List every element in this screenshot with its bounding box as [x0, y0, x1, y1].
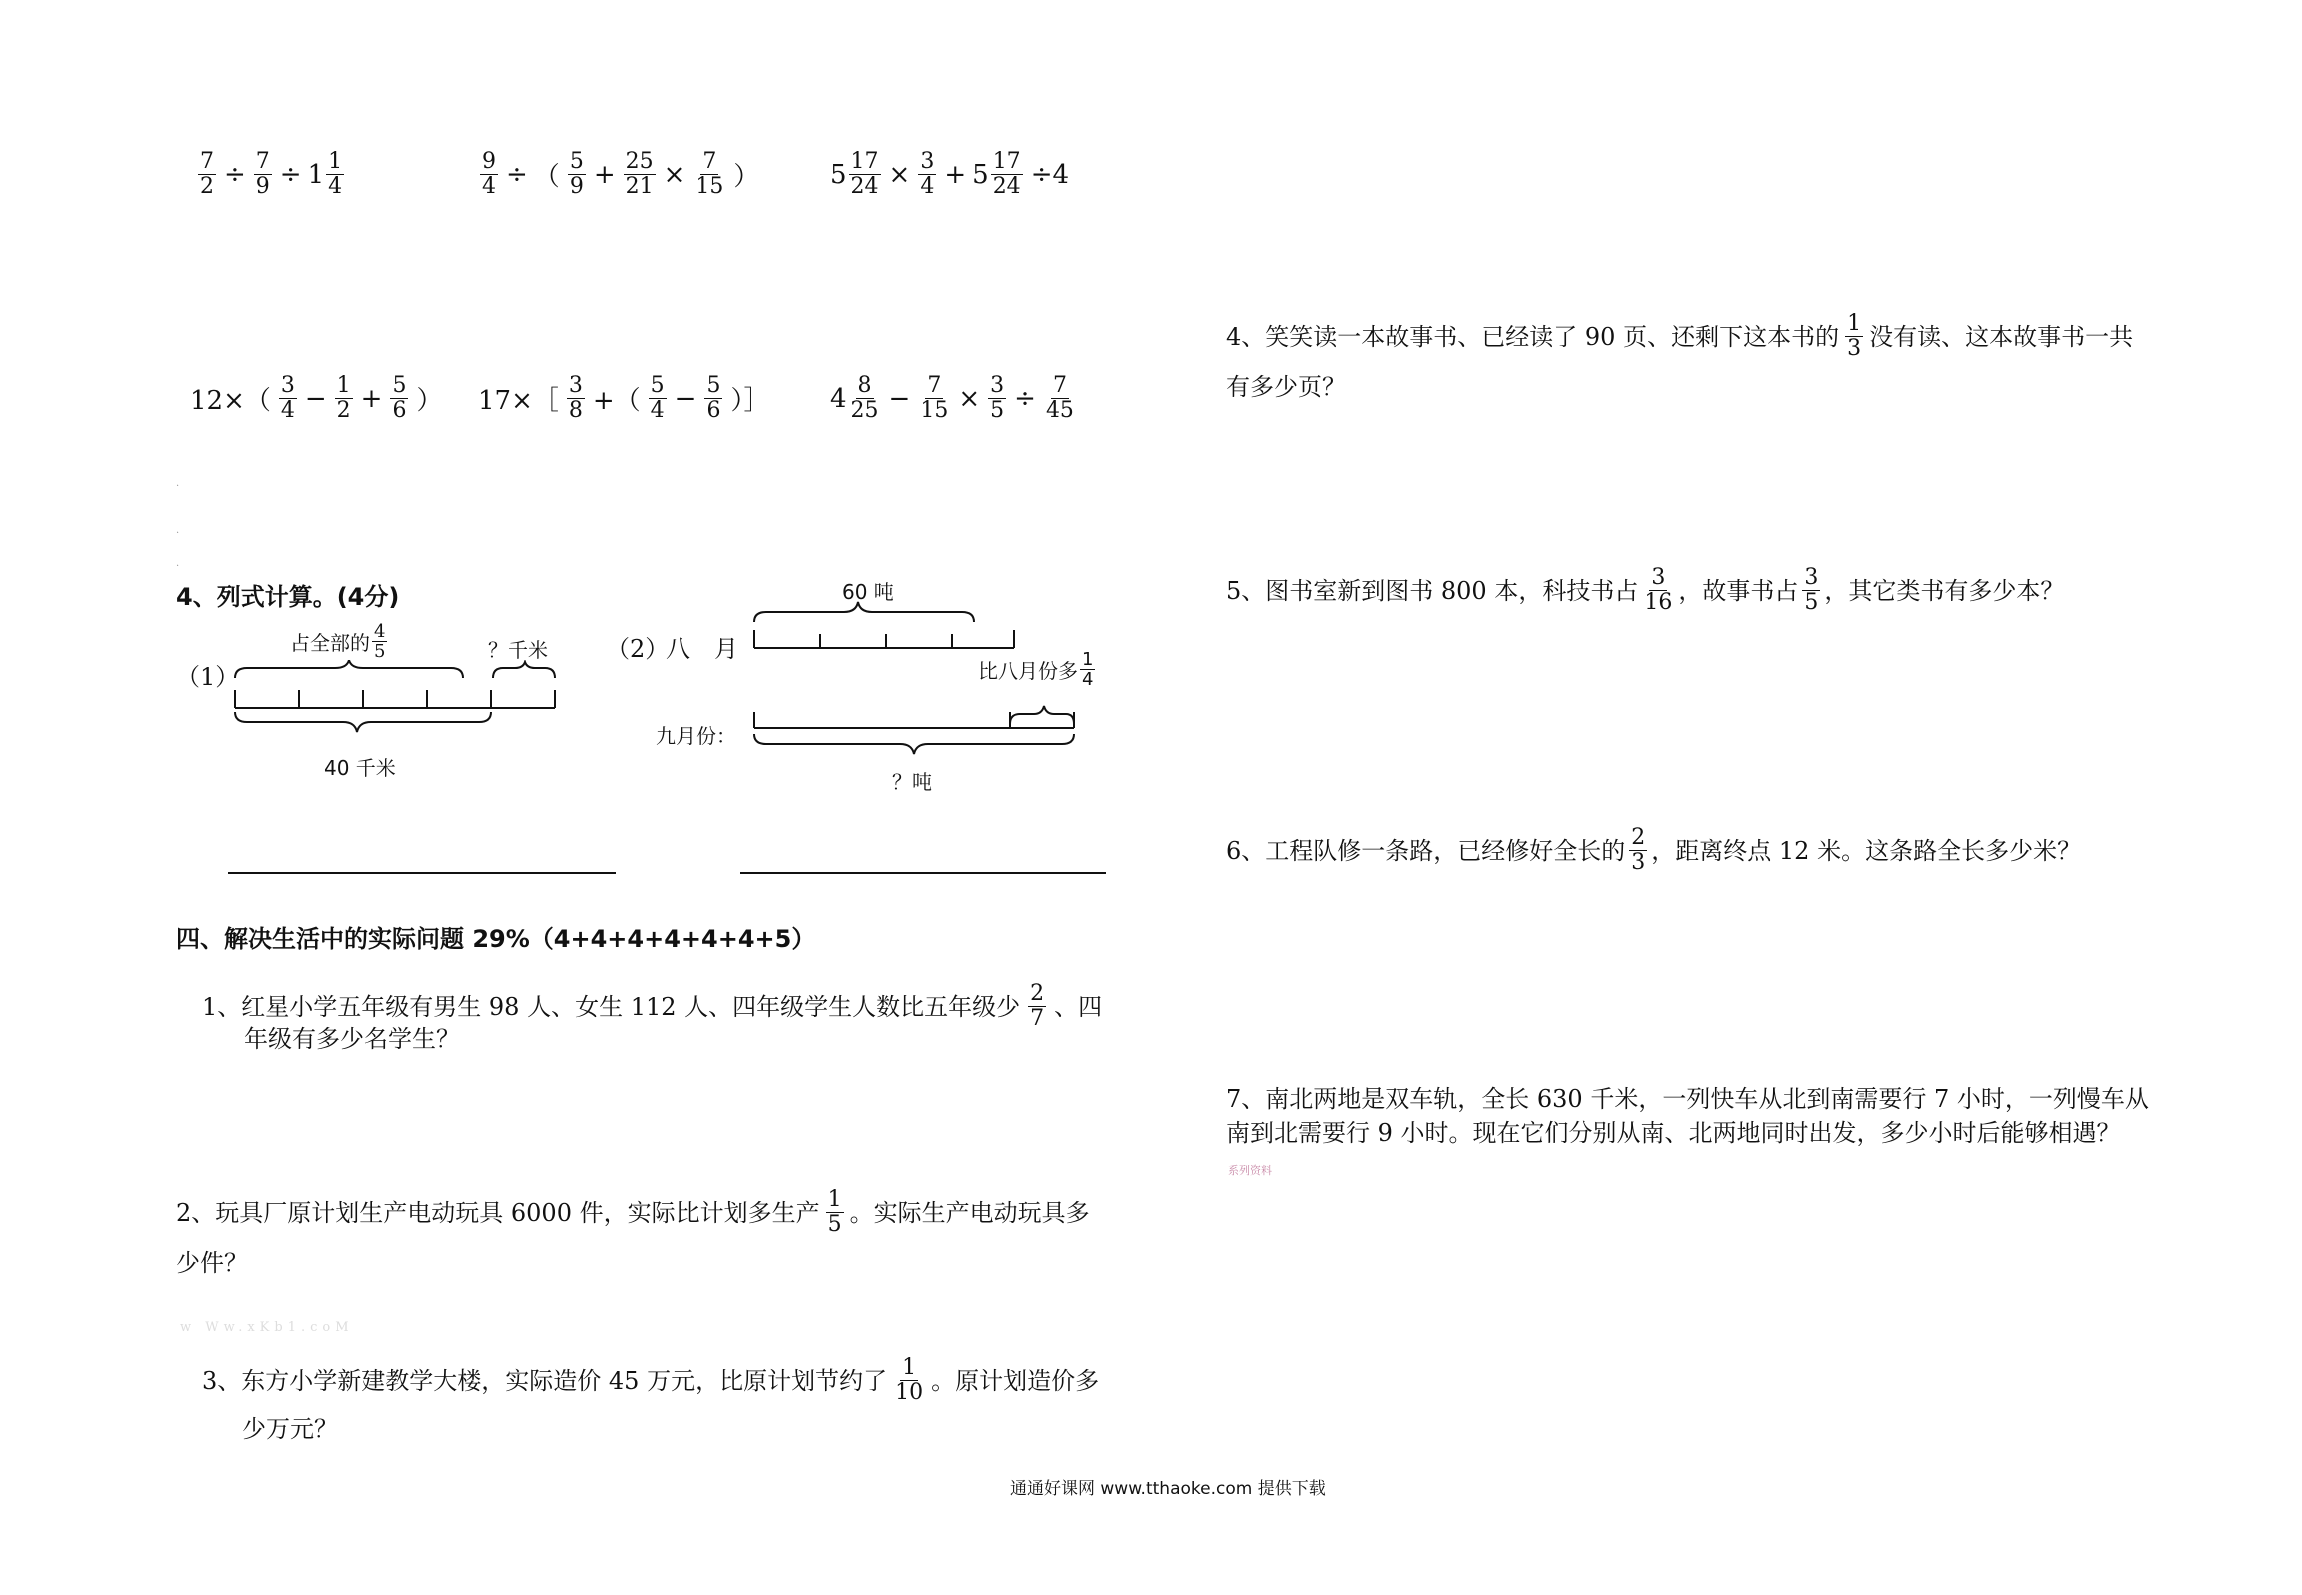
fraction: $\frac{5}{6}$ — [706, 373, 721, 423]
operator: − — [304, 383, 327, 414]
diagram-1-question-label: ？千米 — [488, 638, 548, 662]
section-heading: 4、列式计算。(4分) — [176, 583, 400, 611]
operator: 17×［ — [478, 386, 559, 416]
operator: + — [360, 383, 383, 414]
fraction: $\frac{3}{4}$ — [920, 149, 935, 199]
operator: ÷4 — [1030, 159, 1070, 190]
fraction: $\frac{5}{4}$ — [650, 373, 665, 423]
diagram-1-top-label: 占全部的 $\frac{4}{5}$ — [290, 621, 386, 662]
calc-expr-3 — [830, 150, 1069, 199]
fraction: $\frac{7}{45}$ — [1045, 373, 1074, 423]
diagram-1-number: （1） — [176, 663, 240, 691]
calc-expr-5 — [478, 374, 769, 423]
question-4-cont: 有多少页？ — [1226, 373, 1346, 401]
diagram-2-segments — [740, 600, 1080, 760]
diagram-2-bottom-label: ？吨 — [892, 770, 932, 794]
calc-expr-2 — [478, 150, 759, 199]
paren: ） — [416, 386, 443, 416]
fraction: $\frac{7}{15}$ — [920, 373, 949, 423]
mixed-number: 5 $\frac{17}{24}$ — [830, 149, 879, 199]
fraction: $\frac{9}{4}$ — [482, 149, 496, 199]
diagram-2-row2-label: 九月份： — [656, 724, 736, 748]
operator: ÷ — [224, 159, 246, 190]
paren: ） — [733, 162, 760, 192]
operator: ÷ — [279, 159, 302, 190]
operator: − — [674, 383, 697, 414]
question-1-cont: 年级有多少名学生？ — [244, 1025, 460, 1053]
fraction: $\frac{5}{9}$ — [569, 149, 584, 199]
paren: （ — [533, 162, 560, 192]
watermark: w Ww.xKb1.coM — [180, 1320, 354, 1335]
question-2-cont: 少件？ — [176, 1249, 248, 1277]
question-3: 3、东方小学新建教学大楼，实际造价 45 万元，比原计划节约了 $\frac{1}{10}$ 。原计划造价多 — [202, 1355, 1100, 1405]
fraction: $\frac{1}{2}$ — [336, 373, 351, 423]
question-7-cont: 南到北需要行 9 小时。现在它们分别从南、北两地同时出发，多少小时后能够相遇？ — [1226, 1119, 2121, 1147]
footer: 通通好课网 www.tthaoke.com 提供下载 — [1010, 1479, 1326, 1499]
paren: ）］ — [730, 386, 770, 416]
diagram-2-row1-label: 八 月 — [666, 635, 738, 663]
calc-expr-6 — [830, 374, 1078, 423]
stray-mark: . — [176, 558, 180, 569]
fraction: $\frac{25}{21}$ — [625, 149, 654, 199]
answer-line — [228, 872, 616, 874]
answer-line — [740, 872, 1106, 874]
fraction: $\frac{3}{4}$ — [280, 373, 295, 423]
fraction: $\frac{3}{5}$ — [990, 373, 1005, 423]
question-6: 6、工程队修一条路，已经修好全长的 $\frac{2}{3}$ ，距离终点 12 米。这条路全长多少米？ — [1226, 825, 2082, 875]
operator: 12×（ — [190, 386, 271, 416]
fraction: $\frac{3}{8}$ — [568, 373, 583, 423]
operator: × — [958, 383, 981, 414]
diagram-1-bottom-label: 40 千米 — [324, 756, 396, 780]
operator: ÷ — [1014, 383, 1036, 414]
diagram-2-top-label: 60 吨 — [842, 580, 894, 604]
operator: ÷ — [506, 159, 528, 190]
stray-mark: . — [176, 478, 180, 489]
mixed-number: 4 $\frac{8}{25}$ — [830, 373, 879, 423]
operator: × — [663, 159, 686, 190]
question-2: 2、玩具厂原计划生产电动玩具 6000 件，实际比计划多生产 $\frac{1}{5}$ 。实际生产电动玩具多 — [176, 1187, 1090, 1237]
fraction: $\frac{5}{6}$ — [392, 373, 407, 423]
tiny-mark: 系列资料 — [1228, 1164, 1272, 1177]
question-4: 4、笑笑读一本故事书、已经读了 90 页、还剩下这本书的 $\frac{1}{3}$ 没有读、这本故事书一共 — [1226, 311, 2134, 361]
question-1: 1、红星小学五年级有男生 98 人、女生 112 人、四年级学生人数比五年级少 $\frac{2}{7}$ 、四 — [202, 981, 1103, 1031]
fraction: $\frac{7}{9}$ — [255, 149, 270, 199]
operator: × — [888, 159, 911, 190]
diagram-2-more-label: 比八月份多 $\frac{1}{4}$ — [978, 649, 1094, 690]
operator: + — [593, 159, 616, 190]
operator: − — [888, 383, 911, 414]
section-heading: 四、解决生活中的实际问题 29%（4+4+4+4+4+4+5） — [176, 925, 816, 953]
diagram-2-number: （2） — [606, 635, 670, 663]
operator: + — [944, 159, 967, 190]
diagram-1-segment — [225, 660, 565, 760]
question-3-cont: 少万元？ — [242, 1415, 338, 1443]
fraction: $\frac{7}{15}$ — [695, 149, 724, 199]
operator: +（ — [592, 386, 641, 416]
mixed-number: 5 $\frac{17}{24}$ — [972, 149, 1021, 199]
calc-expr-4 — [190, 374, 442, 423]
mixed-number: 1 $\frac{1}{4}$ — [307, 149, 343, 199]
stray-mark: . — [176, 525, 180, 536]
calc-expr-1 — [196, 150, 346, 199]
question-7: 7、南北两地是双车轨，全长 630 千米，一列快车从北到南需要行 7 小时，一列慢车从 — [1226, 1085, 2149, 1113]
question-5: 5、图书室新到图书 800 本，科技书占 $\frac{3}{16}$ ，故事书占 $\frac{3}{5}$ ，其它类书有多少本？ — [1226, 565, 2065, 615]
fraction: $\frac{7}{2}$ — [200, 149, 214, 199]
